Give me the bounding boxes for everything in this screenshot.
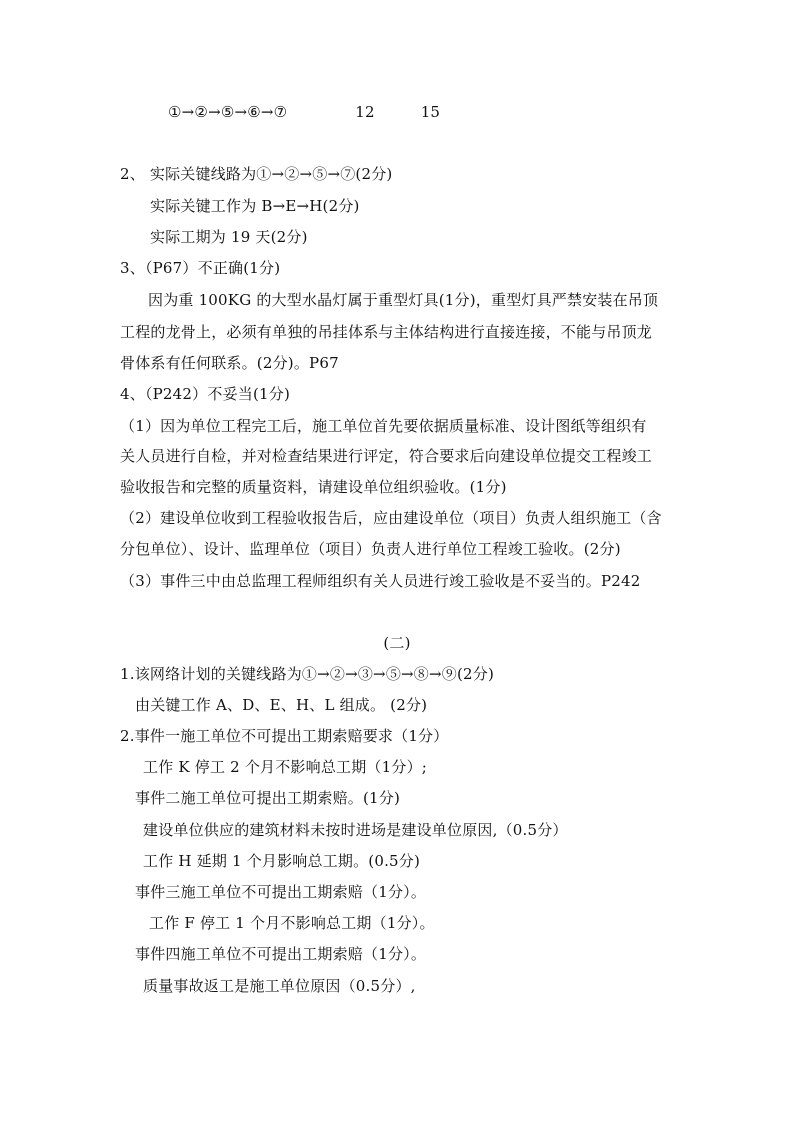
s2-answer-1: 1.该网络计划的关键线路为①→②→③→⑤→⑧→⑨(2分) — [120, 665, 495, 683]
answer-4-item1-line2: 关人员进行自检，并对检查结果进行评定，符合要求后向建设单位提交工程竣工 — [120, 447, 653, 465]
s2-answer-2-detail: 工作 K 停工 2 个月不影响总工期（1分）; — [143, 758, 428, 776]
answer-3-para-1: 因为重 100KG 的大型水晶灯属于重型灯具(1分)，重型灯具严禁安装在吊顶 — [148, 291, 659, 309]
answer-4-item1-line1: （1）因为单位工程完工后，施工单位首先要依据质量标准、设计图纸等组织有 — [120, 417, 647, 435]
s2-event-3-detail: 工作 F 停工 1 个月不影响总工期（1分）。 — [149, 914, 435, 932]
s2-answer-1-works: 由关键工作 A、D、E、H、L 组成。 (2分) — [135, 696, 428, 714]
answer-2-line: 2、 实际关键线路为①→②→⑤→⑦(2分) — [120, 165, 393, 183]
value-2: 15 — [420, 103, 441, 121]
s2-event-2-reason: 建设单位供应的建筑材料未按时进场是建设单位原因,（0.5分） — [143, 821, 568, 839]
answer-3-line: 3、（P67）不正确(1分) — [120, 259, 281, 277]
answer-4-item2-line2: 分包单位）、设计、监理单位（项目）负责人进行单位工程竣工验收。(2分) — [120, 540, 621, 558]
answer-3-para-2: 工程的龙骨上，必须有单独的吊挂体系与主体结构进行直接连接，不能与吊顶龙 — [120, 323, 653, 341]
answer-3-para-3: 骨体系有任何联系。(2分)。P67 — [120, 354, 339, 372]
s2-event-2: 事件二施工单位可提出工期索赔。(1分) — [135, 789, 401, 807]
answer-4-item2-line1: （2）建设单位收到工程验收报告后，应由建设单位（项目）负责人组织施工（含 — [120, 509, 662, 527]
answer-2-duration: 实际工期为 19 天(2分) — [150, 228, 308, 246]
path-line — [168, 102, 440, 122]
section-2-heading: (二) — [383, 634, 411, 652]
answer-2-work: 实际关键工作为 B→E→H(2分) — [150, 197, 360, 215]
answer-4-item3: （3）事件三中由总监理工程师组织有关人员进行竣工验收是不妥当的。P242 — [120, 572, 641, 590]
value-1: 12 — [355, 103, 375, 121]
s2-event-3: 事件三施工单位不可提出工期索赔（1分）。 — [135, 883, 427, 901]
s2-event-2-detail: 工作 H 延期 1 个月影响总工期。(0.5分) — [143, 852, 421, 870]
s2-event-4: 事件四施工单位不可提出工期索赔（1分）。 — [135, 945, 427, 963]
s2-answer-2: 2.事件一施工单位不可提出工期索赔要求（1分） — [120, 727, 449, 745]
answer-4-line: 4、（P242）不妥当(1分) — [120, 385, 291, 403]
answer-4-item1-line3: 验收报告和完整的质量资料，请建设单位组织验收。(1分) — [120, 478, 507, 496]
path-text: ①→②→⑤→⑥→⑦ — [168, 103, 288, 121]
s2-event-4-reason: 质量事故返工是施工单位原因（0.5分）, — [143, 977, 416, 995]
